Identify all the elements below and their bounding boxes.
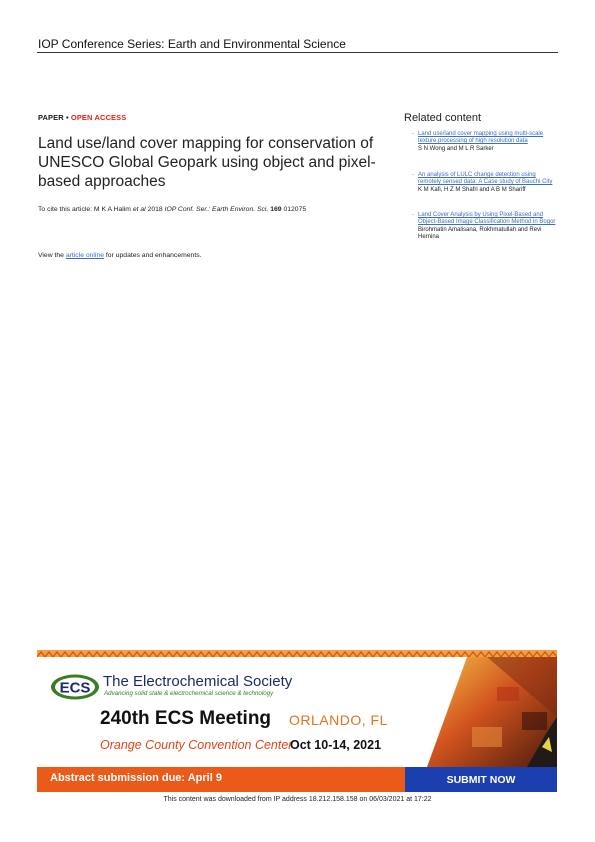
related-item-authors: S N Wong and M L R Sarker [418,145,494,152]
related-item-link[interactable]: An analysis of LULC change detection using remotely sensed data: A Case study of Bauchi City [418,172,553,186]
bullet-icon: - [412,131,414,137]
citation-line [38,206,398,213]
view-online-line [38,252,202,259]
tag-separator: • [63,113,71,122]
ecs-tagline: Advancing solid state & electrochemical science & technology [104,690,274,697]
related-item-authors: K M Kafi, H Z M Shafri and A B M Shariff [418,186,526,193]
related-item-link[interactable]: Land Cover Analysis by Using Pixel-Based and Object-Based Image Classification Method in Bogor [418,212,556,226]
related-item-authors: Birohmatin Amalisana, Rokhmatullah and Revi Hernina [418,226,542,241]
abstract-deadline: Abstract submission due: April 9 [50,772,222,784]
cite-journal: IOP Conf. Ser.: Earth Environ. Sci. [164,206,269,213]
meeting-venue: Orange County Convention Center [100,738,293,752]
cite-year: 2018 [145,206,165,213]
paper-tag [38,113,126,122]
view-prefix: View the [38,252,66,259]
zigzag-border [37,650,557,657]
article-online-link[interactable]: article online [65,252,105,259]
related-item [412,212,560,241]
download-footer: This content was downloaded from IP address 18.212.158.158 on 06/03/2021 at 17:22 [163,796,432,803]
related-item [412,172,560,194]
meeting-title: 240th ECS Meeting [100,708,272,729]
cite-article: 012075 [281,206,307,213]
conference-photo-collage [427,657,557,767]
cite-etal: et al [132,206,146,213]
ecs-org-name: The Electrochemical Society [103,673,293,690]
bullet-icon: - [412,172,414,178]
open-access-label: OPEN ACCESS [70,113,127,122]
ecs-logo-icon [50,674,100,700]
related-item [412,131,560,153]
header-divider [37,52,558,53]
view-suffix: for updates and enhancements. [104,252,202,259]
ecs-advertisement-banner[interactable] [37,650,557,792]
meeting-dates: Oct 10-14, 2021 [290,738,382,752]
meeting-city: ORLANDO, FL [289,712,388,728]
bullet-icon: - [412,212,414,218]
ecs-logo-text: ECS [59,679,91,697]
paper-title: Land use/land cover mapping for conservation of UNESCO Global Geopark using object and pixel-based approaches [38,135,376,190]
related-content-heading: Related content [404,112,482,124]
cite-prefix: To cite this article: M K A Halim [38,206,133,213]
paper-label: PAPER [38,113,64,122]
related-item-link[interactable]: Land use/land cover mapping using multi-scale texture processing of high resolution data [418,131,544,145]
journal-header: IOP Conference Series: Earth and Environmental Science [38,37,346,51]
submit-now-button[interactable]: SUBMIT NOW [405,767,557,792]
cite-volume: 169 [270,206,282,213]
